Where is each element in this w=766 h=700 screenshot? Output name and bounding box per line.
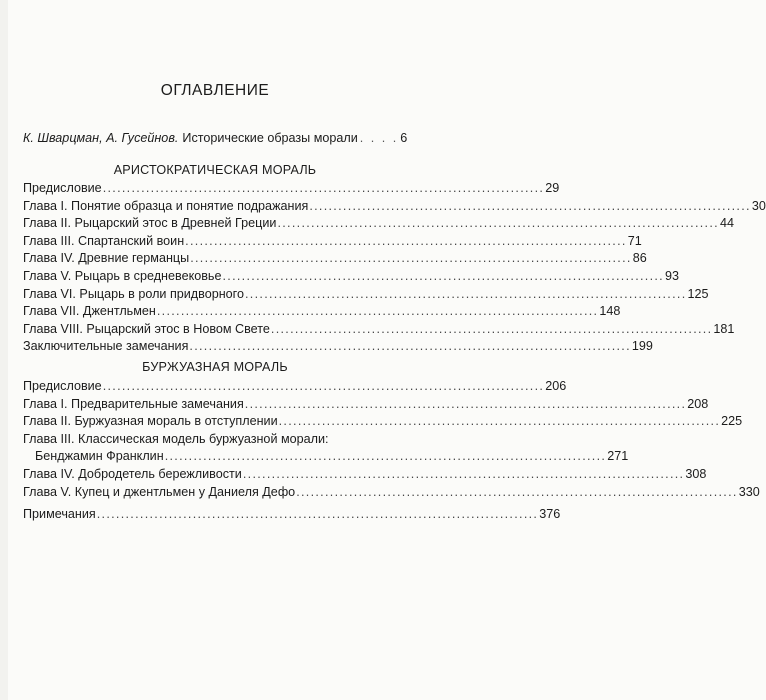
entry-page: 330 [738, 484, 760, 499]
entry-label: Глава V. Купец и джентльмен у Даниеля Дефо [23, 484, 296, 499]
toc-entry [23, 216, 734, 234]
toc-entry [23, 414, 743, 432]
toc-entry [23, 484, 760, 503]
intro-page: 6 [400, 131, 408, 145]
entry-page: 181 [713, 321, 735, 336]
entry-page: 30 [751, 198, 766, 213]
toc-entry [23, 233, 642, 252]
entry-page: 308 [685, 466, 707, 481]
dot-leader: ............................................................................................ [96, 507, 539, 521]
dot-leader: ............................................................................................ [277, 216, 719, 231]
entry-label: Глава I. Предварительные замечания [23, 396, 244, 411]
entry-label: Глава VII. Джентльмен [23, 304, 156, 319]
entry-label: Глава II. Рыцарский этос в Древней Греции [23, 216, 277, 231]
toc-entry [23, 268, 680, 287]
entry-label: Заключительные замечания [23, 339, 189, 354]
dot-leader: ............................................................................................ [270, 321, 713, 336]
intro-text: Исторические образы морали [182, 131, 358, 145]
section-title-bourgeois: БУРЖУАЗНАЯ МОРАЛЬ [142, 360, 288, 374]
entry-page: 376 [539, 507, 561, 521]
entry-page: 199 [631, 339, 653, 354]
dot-leader: ............................................................................................ [102, 181, 545, 195]
dot-leader: ............................................................................................ [189, 339, 631, 354]
toc-entry-notes [23, 507, 561, 525]
toc-entry [23, 379, 567, 397]
entry-page: 125 [687, 286, 709, 301]
toc-entry [23, 251, 647, 269]
dot-leader: ............................................................................................ [278, 414, 721, 429]
toc-entry [23, 396, 709, 415]
page-edge [0, 0, 8, 700]
entry-label: Глава I. Понятие образца и понятие подражания [23, 198, 309, 213]
entry-label: Глава III. Спартанский воин [23, 233, 185, 248]
entry-label: Бенджамин Франклин [35, 449, 164, 464]
entry-page: 44 [719, 216, 734, 231]
toc-entry [23, 321, 735, 340]
entry-label: Глава II. Буржуазная мораль в отступлении [23, 414, 278, 429]
entry-page: 29 [545, 181, 560, 195]
intro-leader: . . . . [359, 131, 399, 145]
toc-title: ОГЛАВЛЕНИЕ [160, 82, 270, 99]
toc-list-bourgeois [23, 379, 760, 502]
entry-page: 71 [627, 233, 642, 248]
toc-entry [23, 286, 709, 305]
entry-page: 206 [545, 379, 567, 393]
entry-label: Глава VI. Рыцарь в роли придворного [23, 286, 244, 301]
dot-leader: ............................................................................................ [222, 268, 664, 283]
toc-entry [23, 198, 766, 217]
dot-leader: ............................................................................................ [185, 233, 627, 248]
toc-entry [23, 432, 396, 450]
dot-leader: ............................................................................................ [190, 251, 632, 266]
entry-page: 86 [632, 251, 647, 266]
dot-leader: ............................................................................................ [245, 286, 687, 301]
toc-entry [23, 449, 629, 467]
entry-page: 208 [687, 396, 709, 411]
entry-label: Предисловие [23, 379, 102, 393]
dot-leader: ............................................................................................ [242, 466, 685, 481]
entry-label: Глава V. Рыцарь в средневековье [23, 268, 222, 283]
toc-list-aristocratic [23, 181, 766, 357]
toc-entry [23, 339, 653, 357]
entry-page: 148 [599, 304, 621, 319]
entry-label: Глава IV. Добродетель бережливости [23, 466, 242, 481]
toc-entry [23, 466, 707, 485]
dot-leader: ............................................................................................ [296, 484, 738, 499]
entry-label: Предисловие [23, 181, 102, 195]
entry-label: Глава VIII. Рыцарский этос в Новом Свете [23, 321, 270, 336]
dot-leader: ............................................................................................ [156, 304, 599, 319]
entry-page: 225 [721, 414, 743, 429]
entry-page: 271 [607, 449, 629, 464]
toc-entry [23, 181, 560, 199]
toc-list-notes [23, 507, 561, 525]
entry-label: Глава III. Классическая модель буржуазной морали: [23, 431, 329, 446]
dot-leader: ............................................................................................ [309, 198, 751, 213]
section-title-aristocratic: АРИСТОКРАТИЧЕСКАЯ МОРАЛЬ [113, 163, 317, 177]
dot-leader: ............................................................................................ [102, 379, 545, 393]
entry-page: 93 [665, 268, 680, 283]
intro-entry [23, 131, 408, 145]
dot-leader: ............................................................................................ [244, 396, 687, 411]
toc-entry [23, 304, 621, 322]
entry-label: Глава IV. Древние германцы [23, 251, 190, 266]
entry-label: Примечания [23, 507, 96, 521]
intro-authors: К. Шварцман, А. Гусейнов. [23, 131, 179, 145]
dot-leader: ............................................................................................ [164, 449, 607, 464]
